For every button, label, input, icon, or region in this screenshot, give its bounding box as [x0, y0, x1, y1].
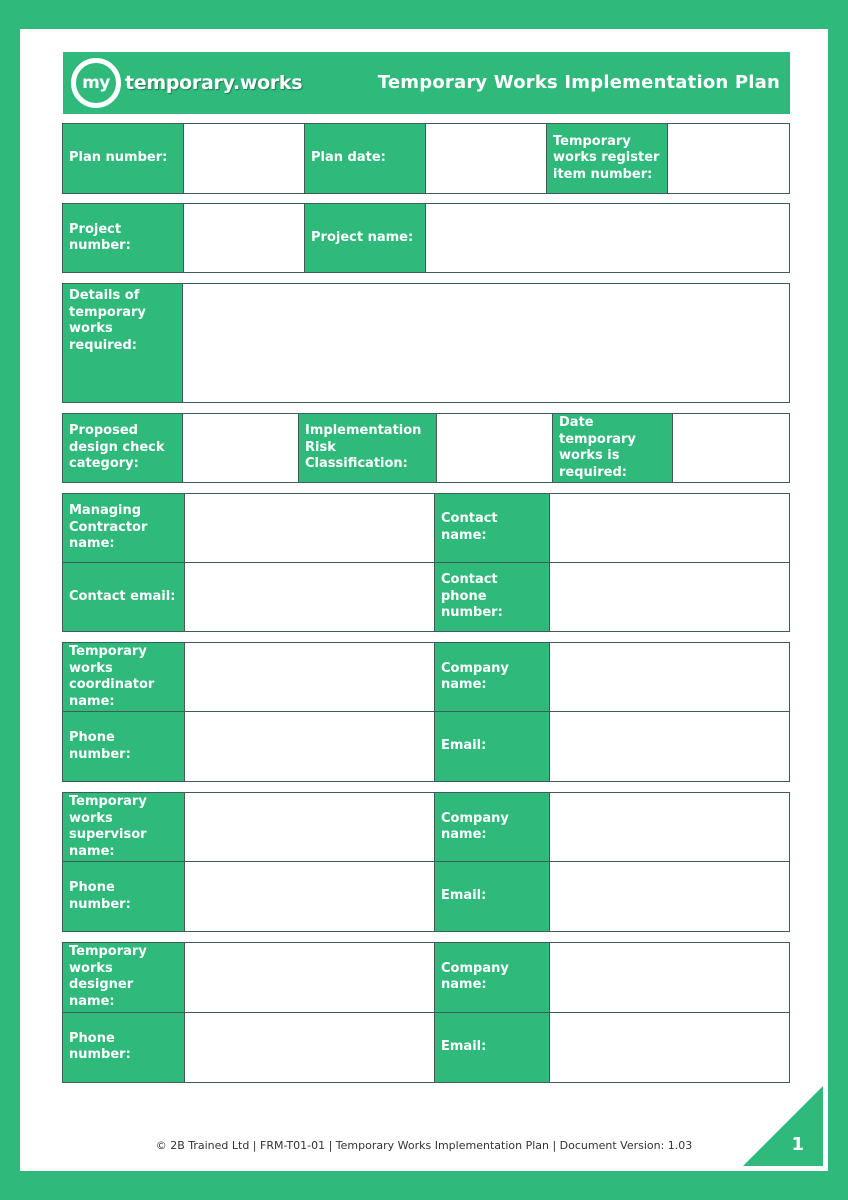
mc-contact-phone-input[interactable] [550, 563, 789, 632]
supervisor-name-label: Temporary works supervisor name: [63, 793, 185, 862]
mc-contact-name-label: Contact name: [435, 494, 550, 563]
supervisor-email-input[interactable] [550, 862, 789, 931]
project-name-label: Project name: [305, 204, 426, 272]
plan-date-input[interactable] [426, 124, 546, 193]
coordinator-company-label: Company name: [435, 643, 550, 712]
mc-contact-email-input[interactable] [185, 563, 434, 632]
designer-email-label: Email: [435, 1013, 550, 1083]
mc-name-field[interactable] [185, 494, 435, 563]
details-label: Details of temporary works required: [63, 284, 183, 402]
supervisor-company-input[interactable] [550, 793, 789, 861]
coordinator-email-input[interactable] [550, 712, 789, 781]
design-check-label: Proposed design check category: [63, 414, 183, 482]
supervisor-phone-field[interactable] [185, 862, 435, 931]
designer-phone-input[interactable] [185, 1013, 434, 1083]
plan-number-field[interactable] [184, 124, 305, 193]
project-number-input[interactable] [184, 204, 304, 272]
page-number: 1 [791, 1134, 804, 1155]
supervisor-email-field[interactable] [550, 862, 789, 931]
date-required-label: Date temporary works is required: [553, 414, 673, 482]
designer-email-field[interactable] [550, 1013, 789, 1083]
design-check-input[interactable] [183, 414, 298, 482]
supervisor-phone-input[interactable] [185, 862, 434, 931]
coordinator-phone-input[interactable] [185, 712, 434, 781]
project-number-label: Project number: [63, 204, 184, 272]
mc-name-label: Managing Contractor name: [63, 494, 185, 563]
designer-name-input[interactable] [185, 943, 434, 1012]
coordinator-company-field[interactable] [550, 643, 789, 712]
document-page [20, 29, 828, 1171]
coordinator-name-input[interactable] [185, 643, 434, 711]
designer-phone-field[interactable] [185, 1013, 435, 1083]
designer-email-input[interactable] [550, 1013, 789, 1083]
classification-table [62, 413, 790, 483]
coordinator-name-label: Temporary works coordinator name: [63, 643, 185, 712]
mc-contact-phone-field[interactable] [550, 563, 789, 632]
design-check-field[interactable] [183, 414, 299, 482]
designer-table [62, 942, 790, 1083]
coordinator-phone-field[interactable] [185, 712, 435, 781]
coordinator-email-field[interactable] [550, 712, 789, 781]
register-item-input[interactable] [668, 124, 789, 193]
designer-company-label: Company name: [435, 943, 550, 1013]
details-textarea[interactable] [183, 284, 789, 402]
page-title: Temporary Works Implementation Plan [377, 72, 780, 93]
footer [20, 1139, 828, 1152]
designer-name-label: Temporary works designer name: [63, 943, 185, 1013]
supervisor-email-label: Email: [435, 862, 550, 931]
logo [71, 58, 302, 108]
supervisor-name-input[interactable] [185, 793, 434, 861]
supervisor-company-label: Company name: [435, 793, 550, 862]
date-required-field[interactable] [673, 414, 789, 482]
mc-contact-name-field[interactable] [550, 494, 789, 563]
risk-class-input[interactable] [437, 414, 552, 482]
mc-contact-email-label: Contact email: [63, 563, 185, 632]
managing-contractor-table [62, 493, 790, 632]
page-corner-triangle-icon [743, 1086, 823, 1166]
mc-contact-email-field[interactable] [185, 563, 435, 632]
plan-date-label: Plan date: [305, 124, 426, 193]
logo-text: temporary.works [125, 72, 303, 94]
date-required-input[interactable] [673, 414, 789, 482]
plan-info-table [62, 123, 790, 194]
coordinator-name-field[interactable] [185, 643, 435, 712]
supervisor-company-field[interactable] [550, 793, 789, 862]
mc-contact-phone-label: Contact phone number: [435, 563, 550, 632]
designer-phone-label: Phone number: [63, 1013, 185, 1083]
mc-name-input[interactable] [185, 494, 434, 562]
designer-company-field[interactable] [550, 943, 789, 1013]
details-field[interactable] [183, 284, 789, 402]
plan-number-label: Plan number: [63, 124, 184, 193]
coordinator-phone-label: Phone number: [63, 712, 185, 781]
project-name-field[interactable] [426, 204, 789, 272]
project-name-input[interactable] [426, 204, 789, 272]
supervisor-phone-label: Phone number: [63, 862, 185, 931]
supervisor-table [62, 792, 790, 932]
project-number-field[interactable] [184, 204, 305, 272]
risk-class-field[interactable] [437, 414, 553, 482]
plan-number-input[interactable] [184, 124, 304, 193]
project-info-table [62, 203, 790, 273]
coordinator-company-input[interactable] [550, 643, 789, 711]
coordinator-email-label: Email: [435, 712, 550, 781]
coordinator-table [62, 642, 790, 782]
designer-company-input[interactable] [550, 943, 789, 1012]
logo-circle-icon: my [71, 58, 121, 108]
mc-contact-name-input[interactable] [550, 494, 789, 562]
details-table [62, 283, 790, 403]
footer-text: © 2B Trained Ltd | FRM-T01-01 | Temporary Works Implementation Plan | Document Version: 1.03 [155, 1139, 693, 1152]
plan-date-field[interactable] [426, 124, 547, 193]
designer-name-field[interactable] [185, 943, 435, 1013]
register-item-field[interactable] [668, 124, 789, 193]
register-item-label: Temporary works register item number: [547, 124, 668, 193]
risk-class-label: Implementation Risk Classification: [299, 414, 437, 482]
supervisor-name-field[interactable] [185, 793, 435, 862]
document-header [63, 52, 790, 114]
